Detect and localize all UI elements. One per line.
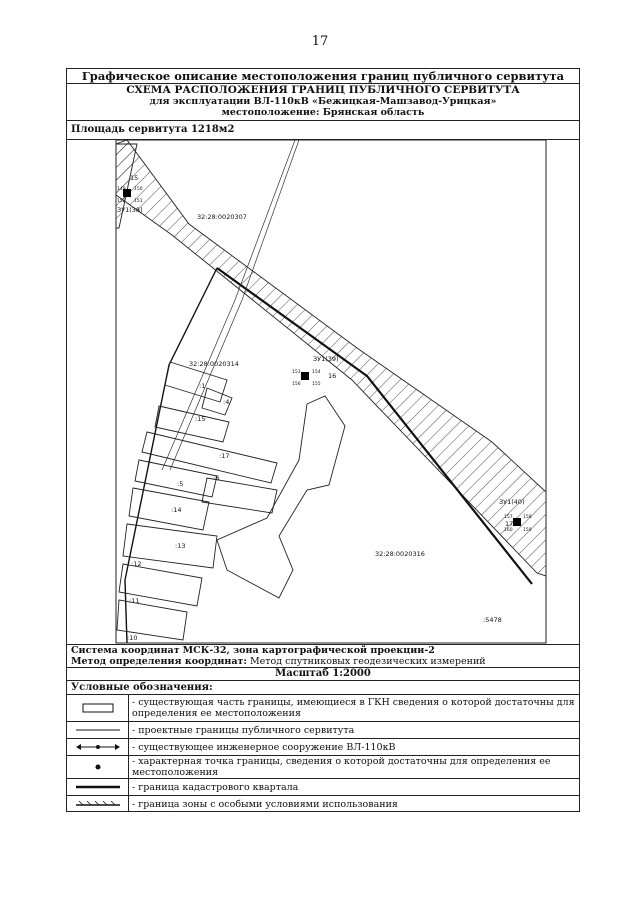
parcel-label-17: :17 (219, 452, 230, 460)
coordinate-system (67, 645, 579, 656)
point-mark-154: 154 (312, 370, 321, 375)
parcel-label-5: :5 (177, 480, 184, 488)
parcels (117, 362, 345, 640)
coord-system-value: МСК-32, зона картографической проекции-2 (182, 645, 435, 656)
document-title: Графическое описание местоположения границ публичного сервитута (67, 69, 579, 84)
coord-system-label: Система координат (71, 645, 180, 656)
legend-text: - существующая часть границы, имеющиеся в ГКН сведения о которой достаточны для определения ее местоположения (129, 695, 580, 722)
document-header (67, 69, 579, 121)
parcel-label-11: :11 (129, 597, 140, 605)
legend-row (67, 756, 579, 779)
parcel-label-13: :13 (175, 542, 186, 550)
point-mark-153: 153 (292, 370, 301, 375)
zone-label-38: ЗУ1(38) (117, 206, 143, 214)
dot-icon (67, 756, 129, 779)
thick-line-icon (67, 779, 129, 796)
point-number-17: 17 (505, 520, 514, 528)
quarter-boundary-line (217, 268, 532, 584)
document-frame (66, 68, 580, 812)
hatched-line-icon (67, 796, 129, 813)
scheme-title: СХЕМА РАСПОЛОЖЕНИЯ ГРАНИЦ ПУБЛИЧНОГО СЕРВИТУТА (126, 84, 520, 96)
legend-title: Условные обозначения: (67, 681, 579, 695)
point-mark-160: 160 (504, 528, 513, 533)
scheme-block (67, 84, 579, 120)
map-scale: Масштаб 1:2000 (67, 667, 579, 681)
point-number-15: 15 (130, 174, 139, 182)
scheme-purpose: для эксплуатации ВЛ-110кВ «Бежицкая-Машзавод-Урицкая» (149, 96, 497, 107)
quarter-label-0020314: 32:28:0020314 (189, 360, 239, 368)
quarter-boundary-line-2 (125, 268, 220, 643)
quarter-label-0020307: 32:28:0020307 (197, 213, 247, 221)
coordinate-method (67, 656, 579, 667)
parcel-label-6: :6 (213, 474, 220, 482)
point-mark-158: 158 (523, 515, 532, 520)
parcel-label-12: :12 (131, 560, 142, 568)
method-value: Метод спутниковых геодезических измерений (249, 656, 486, 667)
legend-table (67, 695, 579, 812)
legend-text: - граница зоны с особыми условиями использования (132, 798, 398, 810)
parcel-label-15: :15 (195, 415, 206, 423)
legend-text: - характерная точка границы, сведения о которой достаточны для определения ее местоположения (129, 756, 580, 779)
quarter-label-0020316: 32:28:0020316 (375, 550, 425, 558)
parcel-label-5478: :5478 (483, 616, 502, 624)
legend-text: - проектные границы публичного сервитута (129, 722, 580, 739)
thin-line-icon (67, 722, 129, 739)
page-number: 17 (311, 34, 329, 49)
point-mark-149: 149 (117, 187, 126, 192)
parcel-label-14: :14 (171, 506, 182, 514)
map-drawing (67, 140, 579, 644)
rect-icon (67, 695, 129, 722)
point-mark-151: 151 (134, 199, 143, 204)
power-line-icon (67, 739, 129, 756)
legend-row (67, 779, 579, 796)
parcel-label-1: :1 (199, 382, 206, 390)
zone-label-39: ЗУ1(39) (313, 355, 339, 363)
point-mark-152: 152 (117, 199, 126, 204)
legend-row (67, 739, 579, 756)
point-mark-157: 157 (504, 515, 513, 520)
legend-row (67, 695, 579, 722)
point-mark-150: 150 (134, 187, 143, 192)
servitude-area: Площадь сервитута 1218м2 (67, 121, 579, 140)
point-mark-156: 156 (292, 382, 301, 387)
legend-text: - существующее инженерное сооружение ВЛ-110кВ (129, 739, 580, 756)
method-label: Метод определения координат: (71, 656, 247, 667)
zone-label-40: ЗУ1(40) (499, 498, 525, 506)
cadastral-map (67, 140, 579, 645)
point-mark-159: 159 (523, 528, 532, 533)
scheme-location: местоположение: Брянская область (221, 107, 425, 118)
point-number-16: 16 (328, 372, 337, 380)
point-mark-155: 155 (312, 382, 321, 387)
legend-text: - граница кадастрового квартала (129, 779, 580, 796)
legend-row (67, 796, 579, 813)
parcel-label-10: :10 (127, 634, 138, 642)
legend-row (67, 722, 579, 739)
parcel-label-4: :4 (223, 398, 230, 406)
